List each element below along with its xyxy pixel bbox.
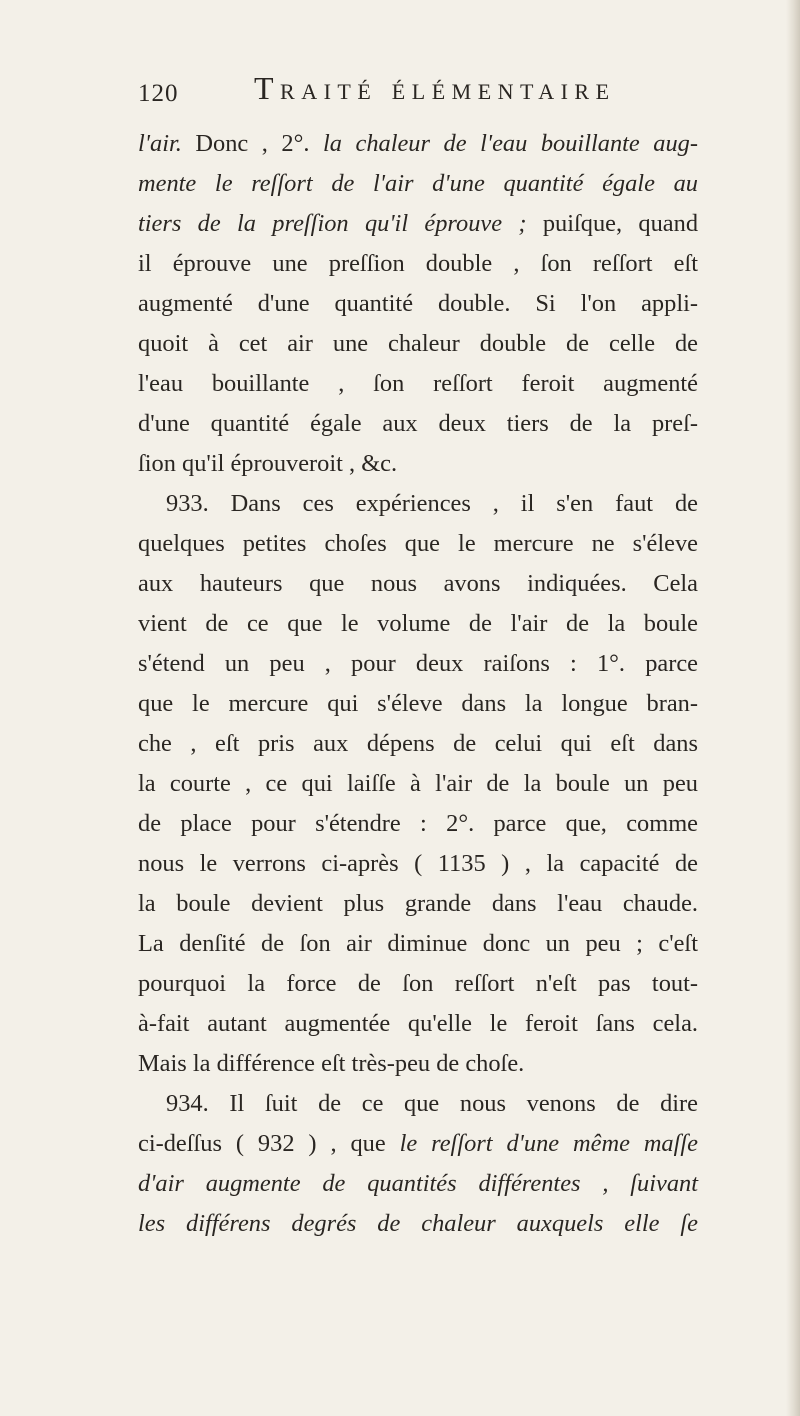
text-line (138, 1004, 698, 1044)
text-segment: quelques petites choſes que le mercure ne s'éleve (138, 530, 698, 557)
italic-segment: mente le reſſort de l'air d'une quantité égale au (138, 170, 698, 197)
text-line (138, 1084, 698, 1124)
text-line (138, 364, 698, 404)
page-edge-shadow (786, 0, 800, 1416)
text-segment: de place pour s'étendre : 2°. parce que, comme (138, 810, 698, 837)
text-line (138, 204, 698, 244)
text-line (138, 1044, 698, 1084)
italic-segment: la chaleur de l'eau bouillante aug- (322, 130, 698, 157)
text-line (138, 324, 698, 364)
text-line (138, 484, 698, 524)
text-segment: Donc , 2°. (181, 130, 323, 157)
text-segment: vient de ce que le volume de l'air de la boule (138, 610, 698, 637)
text-line (138, 164, 698, 204)
text-segment: La denſité de ſon air diminue donc un peu ; c'eſt (138, 930, 698, 957)
italic-segment: les différens degrés de chaleur auxquels elle ſe (138, 1210, 698, 1237)
text-line (138, 1164, 698, 1204)
text-segment: nous le verrons ci-après ( 1135 ) , la capacité de (138, 850, 698, 877)
text-segment: d'une quantité égale aux deux tiers de la preſ- (138, 410, 698, 437)
text-line (138, 604, 698, 644)
text-line (138, 284, 698, 324)
text-segment: augmenté d'une quantité double. Si l'on appli- (138, 290, 698, 317)
text-line (138, 444, 698, 484)
text-line (138, 1204, 698, 1244)
text-line (138, 964, 698, 1004)
text-line (138, 244, 698, 284)
text-segment: à-fait autant augmentée qu'elle le feroit ſans cela. (138, 1010, 698, 1037)
text-line (138, 564, 698, 604)
text-line (138, 804, 698, 844)
text-line (138, 844, 698, 884)
text-segment: che , eſt pris aux dépens de celui qui eſt dans (138, 730, 698, 757)
italic-segment: d'air augmente de quantités différentes , ſuivant (138, 1170, 698, 1197)
text-line (138, 764, 698, 804)
text-segment: puiſque, quand (526, 210, 699, 237)
text-segment: la boule devient plus grande dans l'eau chaude. (138, 890, 698, 917)
text-segment: que le mercure qui s'éleve dans la longue bran- (138, 690, 698, 717)
italic-segment: le reſſort d'une même maſſe (399, 1130, 699, 1157)
text-line (138, 884, 698, 924)
text-segment: ſion qu'il éprouveroit , &c. (138, 450, 398, 477)
text-segment: quoit à cet air une chaleur double de celle de (138, 330, 698, 357)
text-line (138, 724, 698, 764)
text-segment: 934. Il ſuit de ce que nous venons de dire (166, 1090, 698, 1117)
text-line (138, 684, 698, 724)
text-line (138, 644, 698, 684)
body-text (138, 124, 698, 1244)
text-line (138, 404, 698, 444)
text-line (138, 924, 698, 964)
text-line (138, 1124, 698, 1164)
text-segment: 933. Dans ces expériences , il s'en faut de (166, 490, 698, 517)
running-head: Traité élémentaire (254, 70, 616, 106)
text-segment: s'étend un peu , pour deux raiſons : 1°. parce (138, 650, 698, 677)
text-segment: aux hauteurs que nous avons indiquées. Cela (138, 570, 698, 597)
text-segment: la courte , ce qui laiſſe à l'air de la boule un peu (138, 770, 698, 797)
text-segment: ci-deſſus ( 932 ) , que (138, 1130, 400, 1157)
italic-segment: tiers de la preſſion qu'il éprouve ; (138, 210, 527, 237)
page-header (138, 70, 698, 110)
text-line (138, 524, 698, 564)
text-segment: l'eau bouillante , ſon reſſort feroit augmenté (138, 370, 698, 397)
page-number: 120 (138, 80, 179, 107)
text-segment: pourquoi la force de ſon reſſort n'eſt pas tout- (138, 970, 698, 997)
text-segment: il éprouve une preſſion double , ſon reſſort eſt (138, 250, 698, 277)
text-segment: Mais la différence eſt très-peu de choſe. (138, 1050, 525, 1077)
text-line (138, 124, 698, 164)
italic-segment: l'air. (138, 130, 182, 157)
